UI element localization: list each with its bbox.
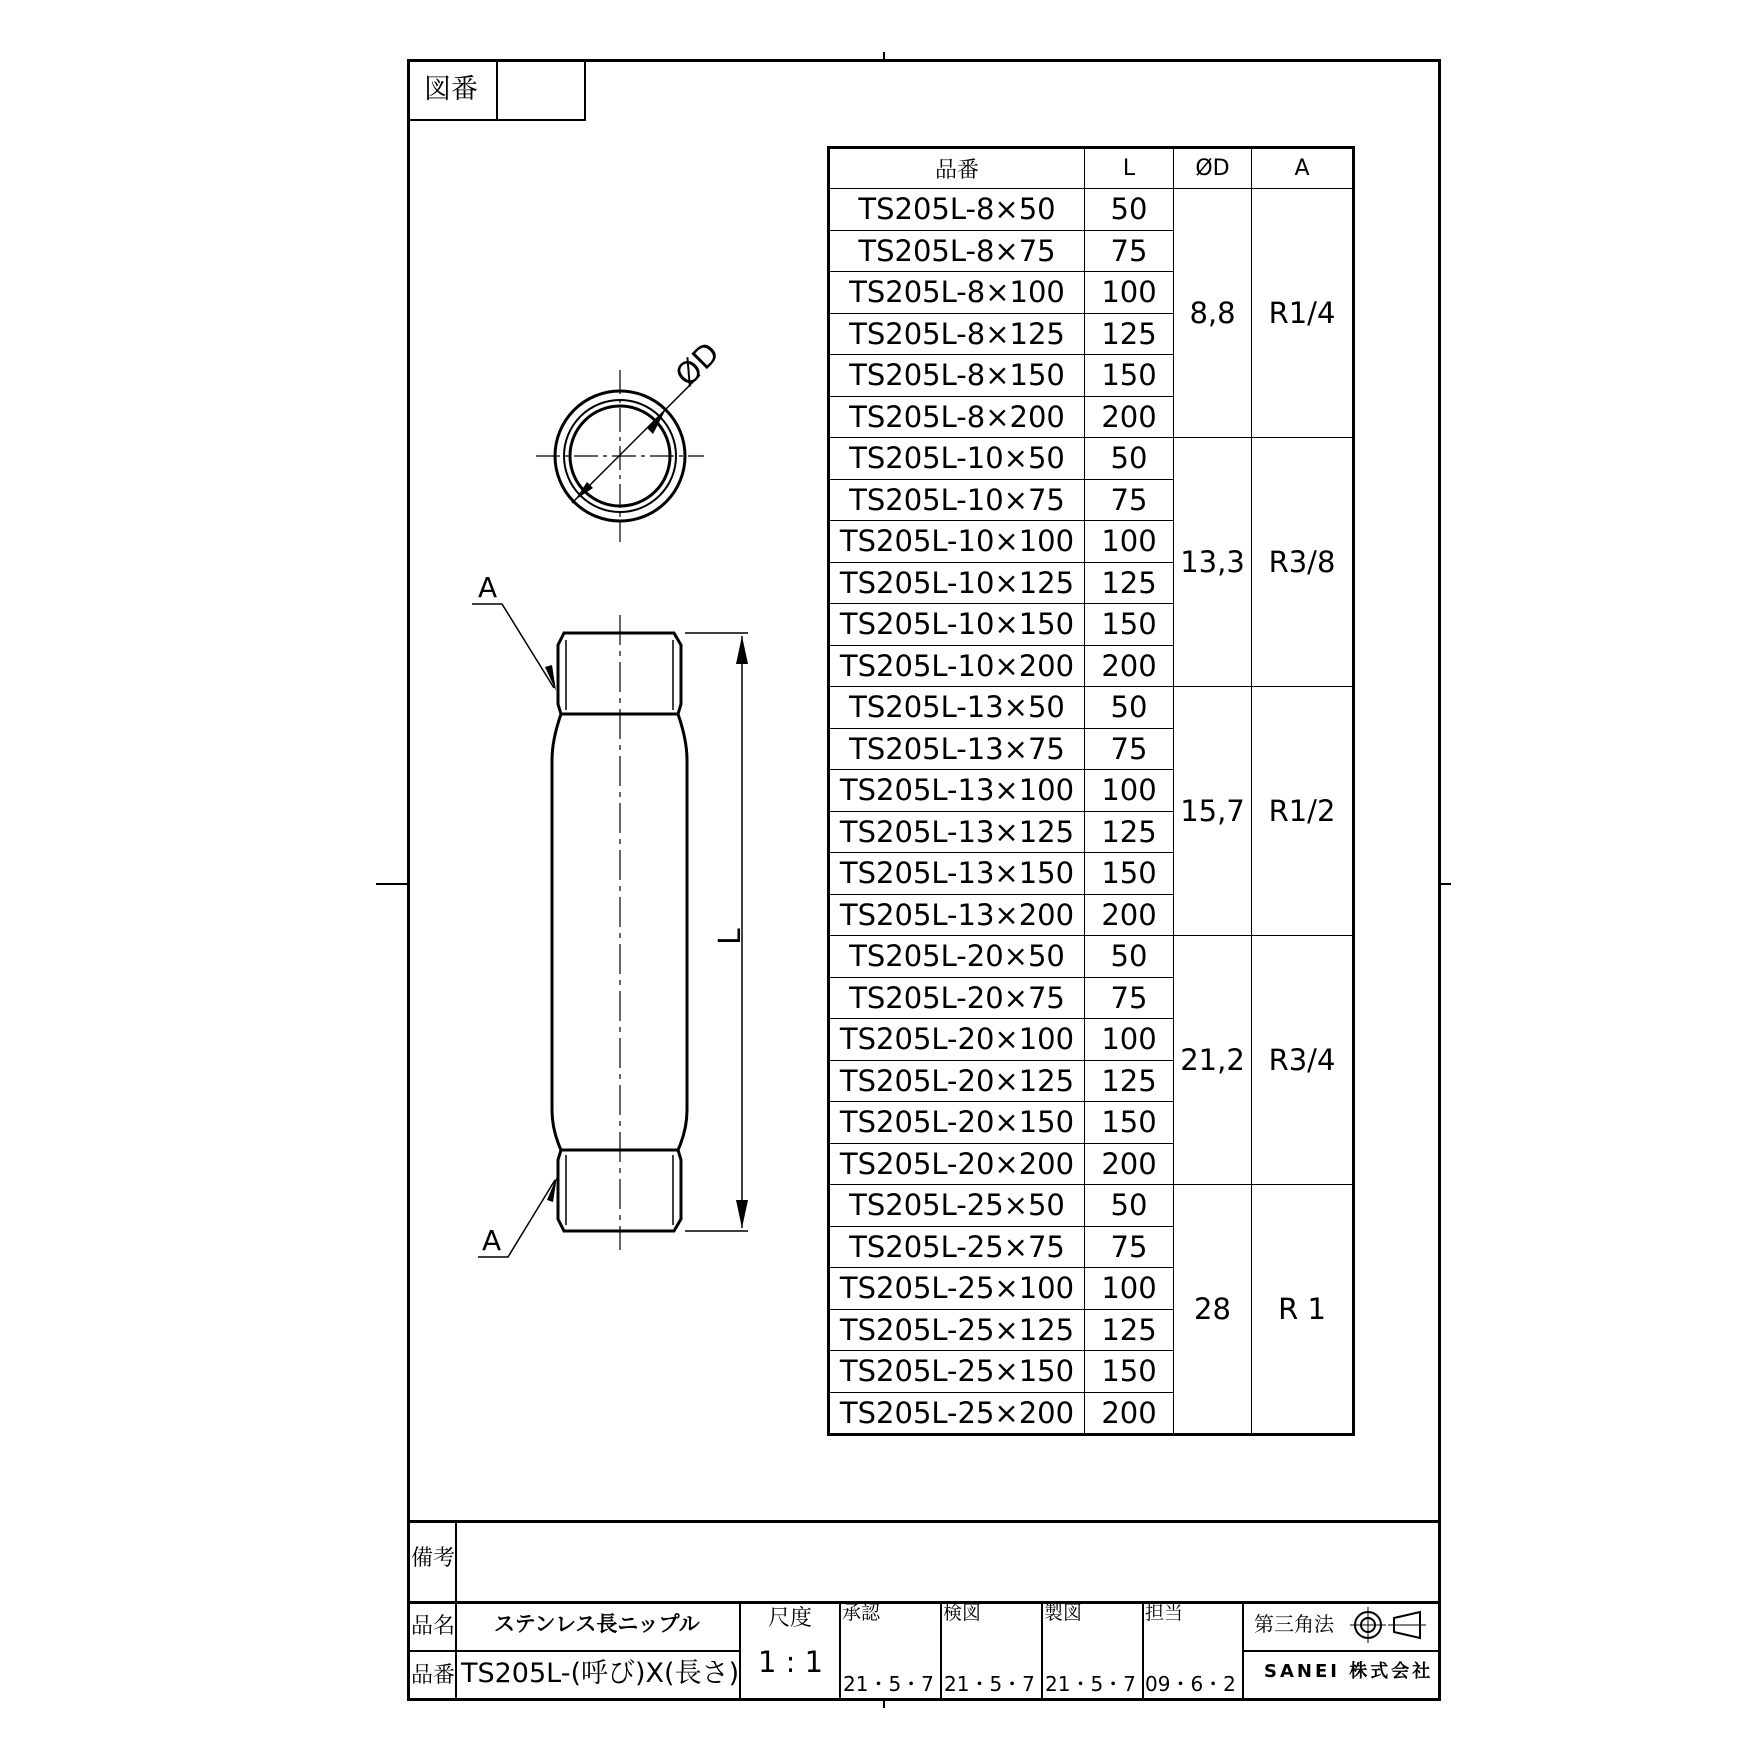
cell-part-number: TS205L-8×200 — [829, 396, 1085, 438]
title-block-top-line — [409, 1601, 1439, 1604]
cell-part-number: TS205L-8×150 — [829, 355, 1085, 397]
cell-part-number: TS205L-13×50 — [829, 687, 1085, 729]
cell-length: 150 — [1085, 853, 1174, 895]
scale-label: 尺度 — [768, 1606, 813, 1631]
end-view — [536, 370, 704, 542]
cell-part-number: TS205L-20×200 — [829, 1143, 1085, 1185]
cell-length: 200 — [1085, 1143, 1174, 1185]
cell-part-number: TS205L-10×200 — [829, 645, 1085, 687]
cell-part-number: TS205L-8×125 — [829, 313, 1085, 355]
cell-part-number: TS205L-13×200 — [829, 894, 1085, 936]
name-row-divider — [409, 1650, 740, 1652]
cell-thread: R3/4 — [1252, 936, 1354, 1185]
header-outer-diameter: ØD — [1174, 148, 1252, 189]
check-left-divider — [940, 1602, 942, 1699]
cell-length: 100 — [1085, 1019, 1174, 1061]
cell-length: 200 — [1085, 894, 1174, 936]
scale-value: 1 : 1 — [758, 1645, 824, 1679]
cell-part-number: TS205L-13×150 — [829, 853, 1085, 895]
cell-thread: R1/2 — [1252, 687, 1354, 936]
remarks-top-line — [409, 1520, 1439, 1523]
length-arrow-bottom — [736, 1200, 748, 1228]
check-date: 21・5・7 — [944, 1672, 1035, 1696]
projection-row-divider — [1243, 1650, 1439, 1652]
approve-label: 承認 — [842, 1602, 881, 1624]
draw-date: 21・5・7 — [1045, 1672, 1136, 1696]
thread-leader-bottom-arrow — [547, 1176, 557, 1202]
remarks-label: 備考 — [411, 1546, 456, 1571]
check-label: 検図 — [943, 1602, 982, 1624]
cell-part-number: TS205L-10×50 — [829, 438, 1085, 480]
header-length: L — [1085, 148, 1174, 189]
name-label: 品名 — [411, 1614, 456, 1639]
side-view — [472, 604, 748, 1257]
cell-part-number: TS205L-13×125 — [829, 811, 1085, 853]
cell-length: 150 — [1085, 1102, 1174, 1144]
cell-outer-diameter: 13,3 — [1174, 438, 1252, 687]
cell-length: 75 — [1085, 1226, 1174, 1268]
cell-length: 125 — [1085, 313, 1174, 355]
projection-label: 第三角法 — [1254, 1612, 1334, 1636]
length-dimension-label: L — [713, 928, 748, 945]
cell-part-number: TS205L-25×200 — [829, 1392, 1085, 1435]
thread-label-bottom: A — [482, 1224, 502, 1257]
cell-length: 50 — [1085, 189, 1174, 231]
cell-length: 125 — [1085, 1060, 1174, 1102]
length-arrow-top — [736, 636, 748, 664]
code-label: 品番 — [411, 1663, 456, 1688]
cell-length: 75 — [1085, 479, 1174, 521]
cell-length: 50 — [1085, 1185, 1174, 1227]
cell-length: 200 — [1085, 645, 1174, 687]
cell-outer-diameter: 21,2 — [1174, 936, 1252, 1185]
thread-leader-top — [472, 604, 554, 688]
cell-length: 125 — [1085, 811, 1174, 853]
cell-thread: R1/4 — [1252, 189, 1354, 438]
cell-part-number: TS205L-20×150 — [829, 1102, 1085, 1144]
cell-part-number: TS205L-10×100 — [829, 521, 1085, 563]
thread-leader-top-arrow — [545, 665, 556, 691]
remarks-label-divider — [455, 1521, 457, 1699]
approve-date: 21・5・7 — [843, 1672, 934, 1696]
header-thread: A — [1252, 148, 1354, 189]
cell-part-number: TS205L-25×150 — [829, 1351, 1085, 1393]
cell-part-number: TS205L-8×75 — [829, 230, 1085, 272]
cell-length: 125 — [1085, 1309, 1174, 1351]
cell-outer-diameter: 8,8 — [1174, 189, 1252, 438]
third-angle-projection-icon — [1350, 1607, 1426, 1643]
cell-length: 100 — [1085, 521, 1174, 563]
cell-part-number: TS205L-20×125 — [829, 1060, 1085, 1102]
cell-length: 150 — [1085, 355, 1174, 397]
cell-part-number: TS205L-20×75 — [829, 977, 1085, 1019]
cell-part-number: TS205L-10×125 — [829, 562, 1085, 604]
company-name: SANEI 株式会社 — [1264, 1661, 1434, 1682]
cell-part-number: TS205L-8×100 — [829, 272, 1085, 314]
header-part-number: 品番 — [829, 148, 1085, 189]
cell-part-number: TS205L-10×150 — [829, 604, 1085, 646]
cell-part-number: TS205L-25×125 — [829, 1309, 1085, 1351]
cell-part-number: TS205L-13×100 — [829, 770, 1085, 812]
cell-thread: R 1 — [1252, 1185, 1354, 1435]
cell-thread: R3/8 — [1252, 438, 1354, 687]
drawing-number-label: 図番 — [424, 74, 478, 105]
draw-label: 製図 — [1044, 1602, 1083, 1624]
approve-left-divider — [839, 1602, 841, 1699]
cell-length: 50 — [1085, 687, 1174, 729]
cell-length: 100 — [1085, 1268, 1174, 1310]
thread-label-top: A — [478, 571, 498, 604]
cell-part-number: TS205L-8×50 — [829, 189, 1085, 231]
cell-length: 100 — [1085, 272, 1174, 314]
cell-length: 200 — [1085, 1392, 1174, 1435]
cell-part-number: TS205L-13×75 — [829, 728, 1085, 770]
cell-outer-diameter: 15,7 — [1174, 687, 1252, 936]
charge-date: 09・6・2 — [1145, 1672, 1236, 1696]
charge-label: 担当 — [1145, 1602, 1184, 1624]
cell-length: 150 — [1085, 1351, 1174, 1393]
scale-left-divider — [739, 1602, 741, 1699]
cell-part-number: TS205L-10×75 — [829, 479, 1085, 521]
charge-left-divider — [1142, 1602, 1144, 1699]
cell-part-number: TS205L-25×75 — [829, 1226, 1085, 1268]
cell-length: 125 — [1085, 562, 1174, 604]
cell-outer-diameter: 28 — [1174, 1185, 1252, 1435]
od-dimension-label: ØD — [668, 335, 727, 394]
cell-length: 50 — [1085, 936, 1174, 978]
draw-left-divider — [1041, 1602, 1043, 1699]
cell-length: 75 — [1085, 977, 1174, 1019]
cell-part-number: TS205L-20×100 — [829, 1019, 1085, 1061]
cell-length: 75 — [1085, 728, 1174, 770]
cell-length: 200 — [1085, 396, 1174, 438]
cell-length: 75 — [1085, 230, 1174, 272]
name-value: ステンレス長ニップル — [494, 1612, 700, 1636]
code-value: TS205L-(呼び)X(長さ) — [461, 1658, 740, 1689]
cell-length: 50 — [1085, 438, 1174, 480]
cell-length: 150 — [1085, 604, 1174, 646]
cell-part-number: TS205L-25×50 — [829, 1185, 1085, 1227]
cell-part-number: TS205L-20×50 — [829, 936, 1085, 978]
cell-length: 100 — [1085, 770, 1174, 812]
cell-part-number: TS205L-25×100 — [829, 1268, 1085, 1310]
